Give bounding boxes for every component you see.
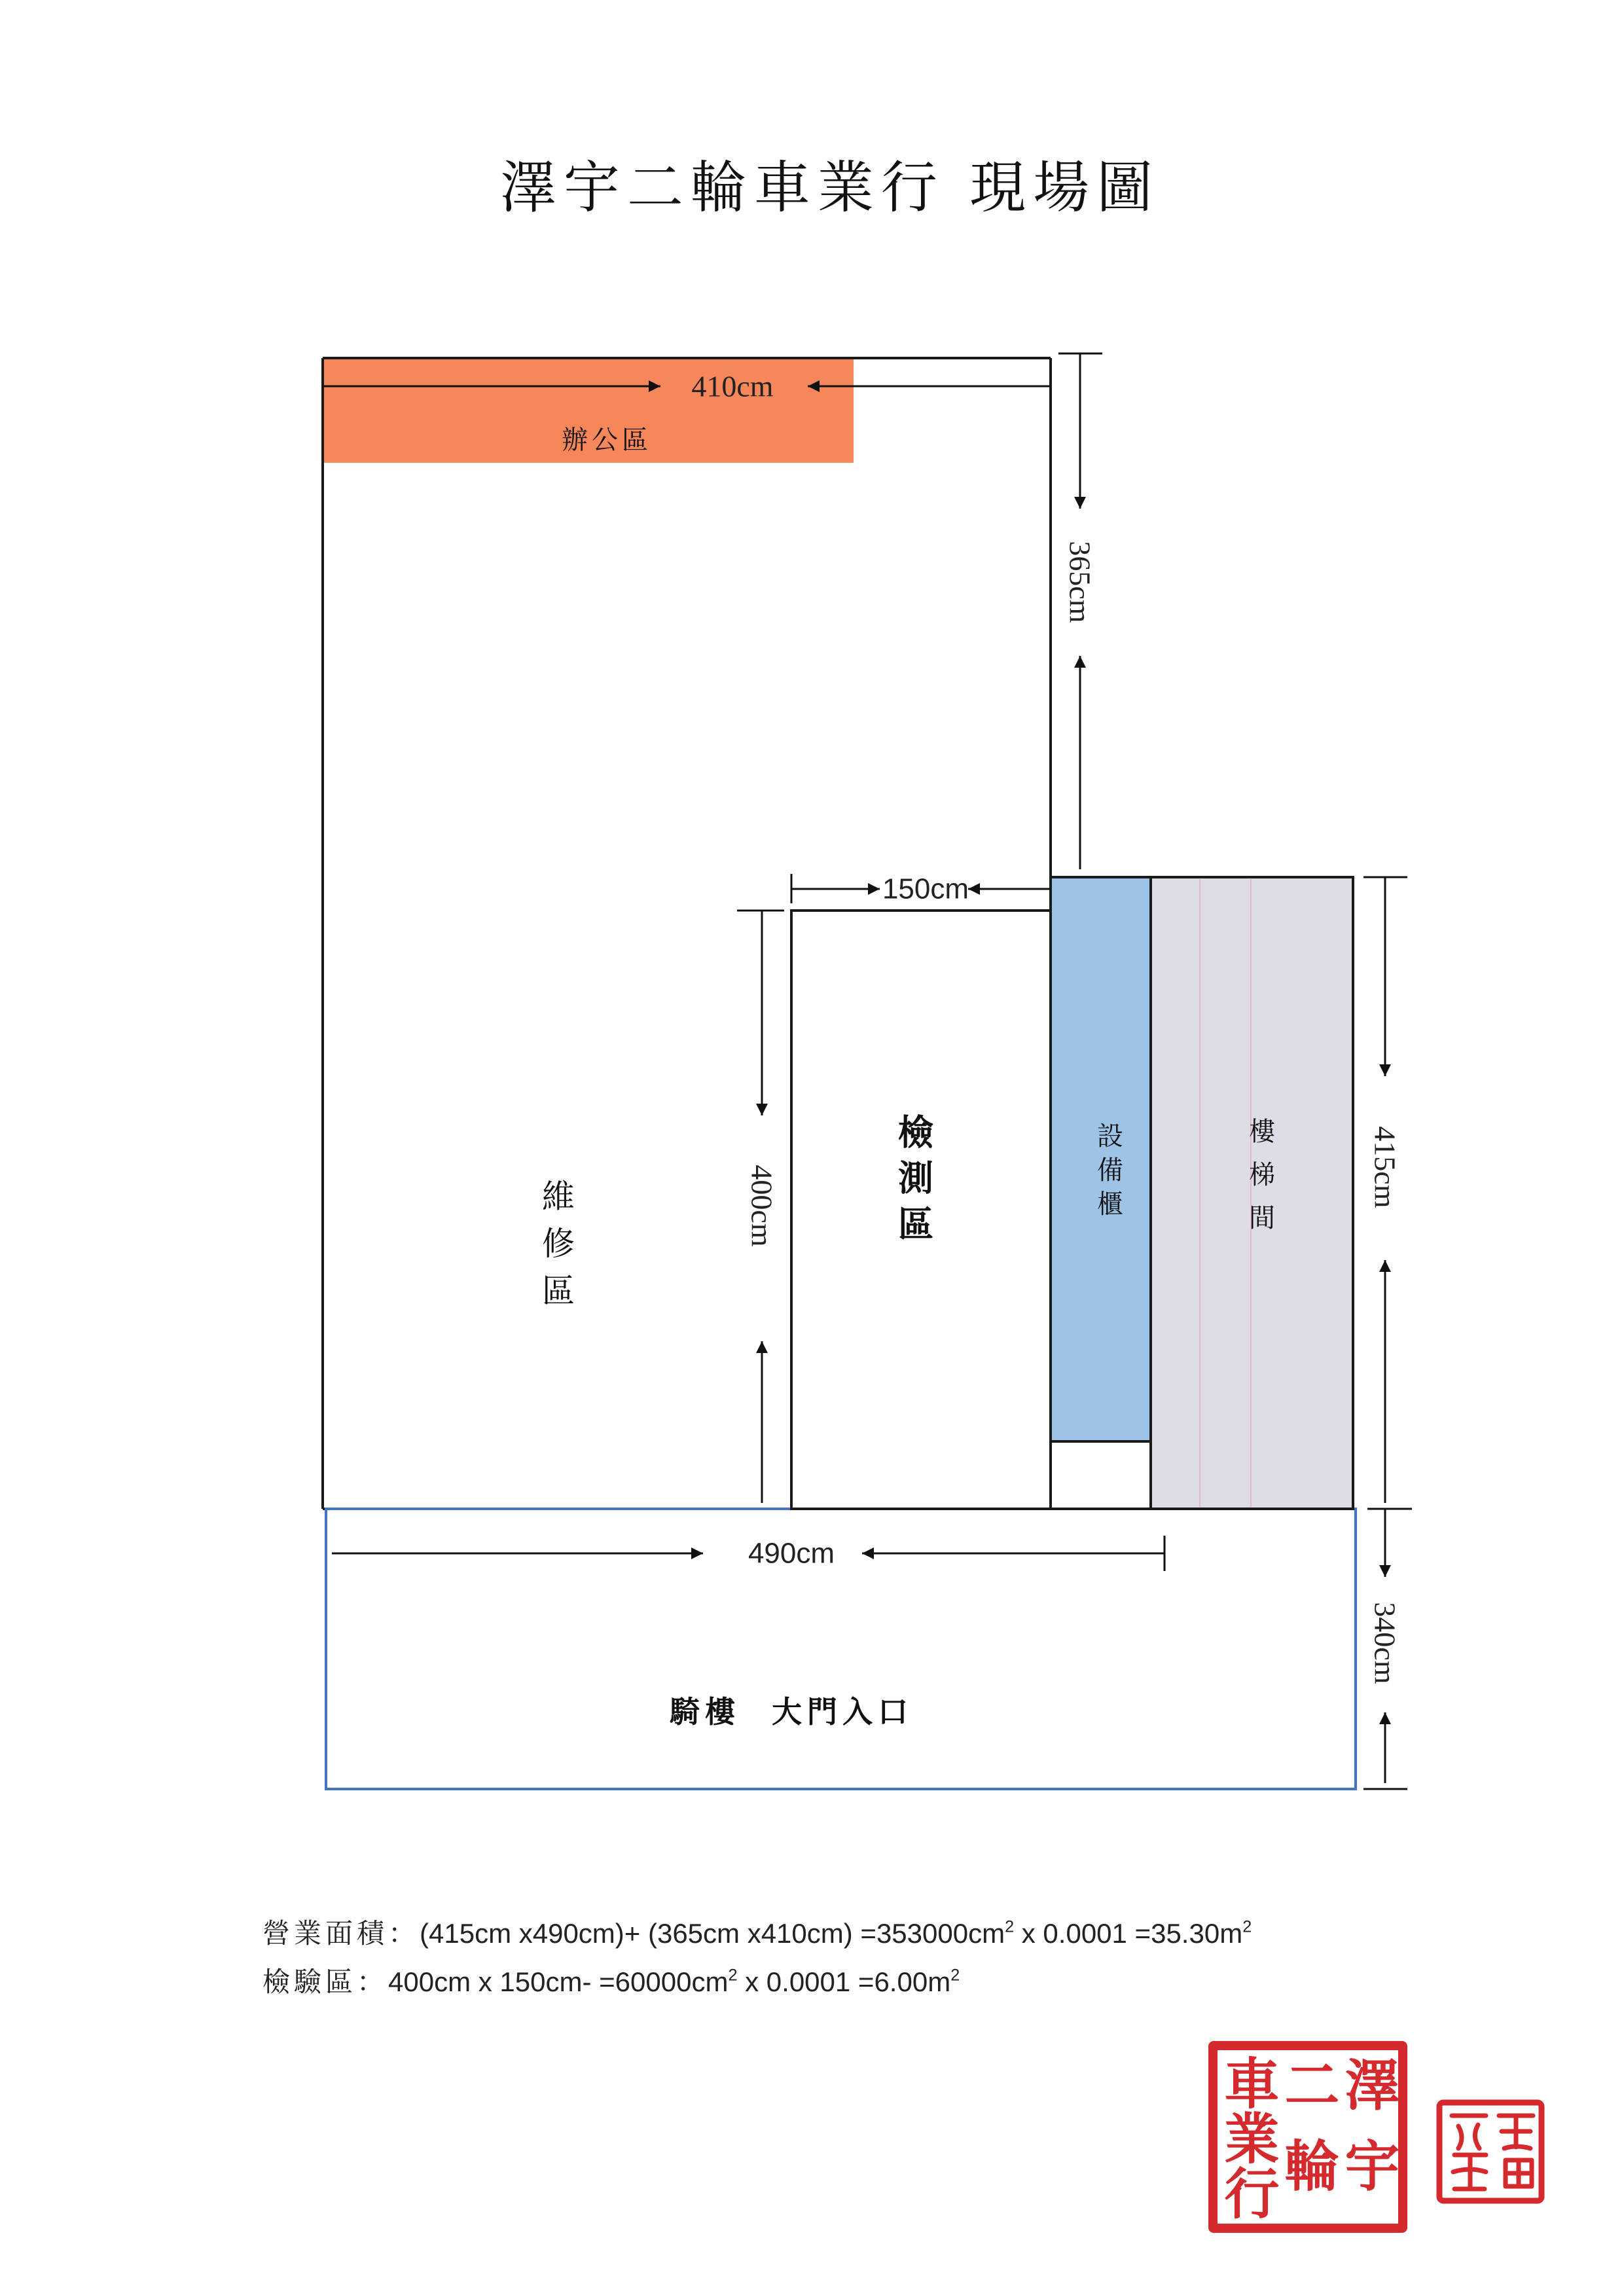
superscript: 2 xyxy=(1005,1917,1015,1936)
superscript: 2 xyxy=(1242,1917,1252,1936)
cabinet-gap xyxy=(1051,1441,1151,1509)
inspection-area-note xyxy=(262,1964,960,2000)
business-area-result: x 0.0001 =35.30m xyxy=(1014,1918,1243,1949)
business-area-note xyxy=(262,1915,1252,1952)
office-width-label: 410cm xyxy=(691,369,774,403)
office-label: 辦公區 xyxy=(562,425,652,456)
upper-depth-label: 365cm xyxy=(1063,541,1097,623)
inspection-width-label: 150cm xyxy=(882,873,969,905)
inspection-area-formula: 400cm x 150cm- =60000cm xyxy=(388,1966,729,1997)
business-area-formula: (415cm x490cm)+ (365cm x410cm) =353000cm xyxy=(420,1918,1005,1949)
stairwell-label: 樓梯間 xyxy=(1244,1117,1275,1247)
company-seal-column xyxy=(1336,2050,1401,2224)
lower-depth-label: 415cm xyxy=(1368,1126,1402,1208)
repair-area-label: 維修區 xyxy=(537,1179,575,1320)
equipment-cabinet-label: 設備櫃 xyxy=(1092,1122,1123,1224)
superscript: 2 xyxy=(950,1966,960,1985)
inspection-area-note-label: 檢驗區： xyxy=(262,1966,389,1998)
personal-seal xyxy=(1439,2103,1542,2201)
personal-seal-glyph xyxy=(1452,2116,1486,2189)
page-title: 澤宇二輪車業行 現場圖 xyxy=(499,155,1161,221)
company-seal-text: 澤宇 xyxy=(1336,2055,1401,2218)
inspection-depth-label: 400cm xyxy=(745,1165,779,1247)
arcade-area xyxy=(326,1509,1356,1789)
company-seal-column xyxy=(1276,2050,1341,2224)
company-seal-text: 車業行 xyxy=(1216,2054,1280,2220)
inspection-area-result: x 0.0001 =6.00m xyxy=(737,1966,951,1997)
arcade-entrance-label: 騎樓 大門入口 xyxy=(669,1694,914,1729)
inspection-area-label: 檢測區 xyxy=(892,1113,935,1251)
company-seal-column xyxy=(1218,2050,1278,2224)
personal-seal-glyph xyxy=(1499,2116,1533,2186)
superscript: 2 xyxy=(728,1966,738,1985)
frontage-width-label: 490cm xyxy=(748,1537,835,1570)
company-seal-text: 二輪 xyxy=(1276,2055,1341,2218)
business-area-note-label: 營業面積： xyxy=(262,1917,420,1949)
company-seal xyxy=(1208,2041,1407,2233)
arcade-depth-label: 340cm xyxy=(1368,1602,1402,1684)
